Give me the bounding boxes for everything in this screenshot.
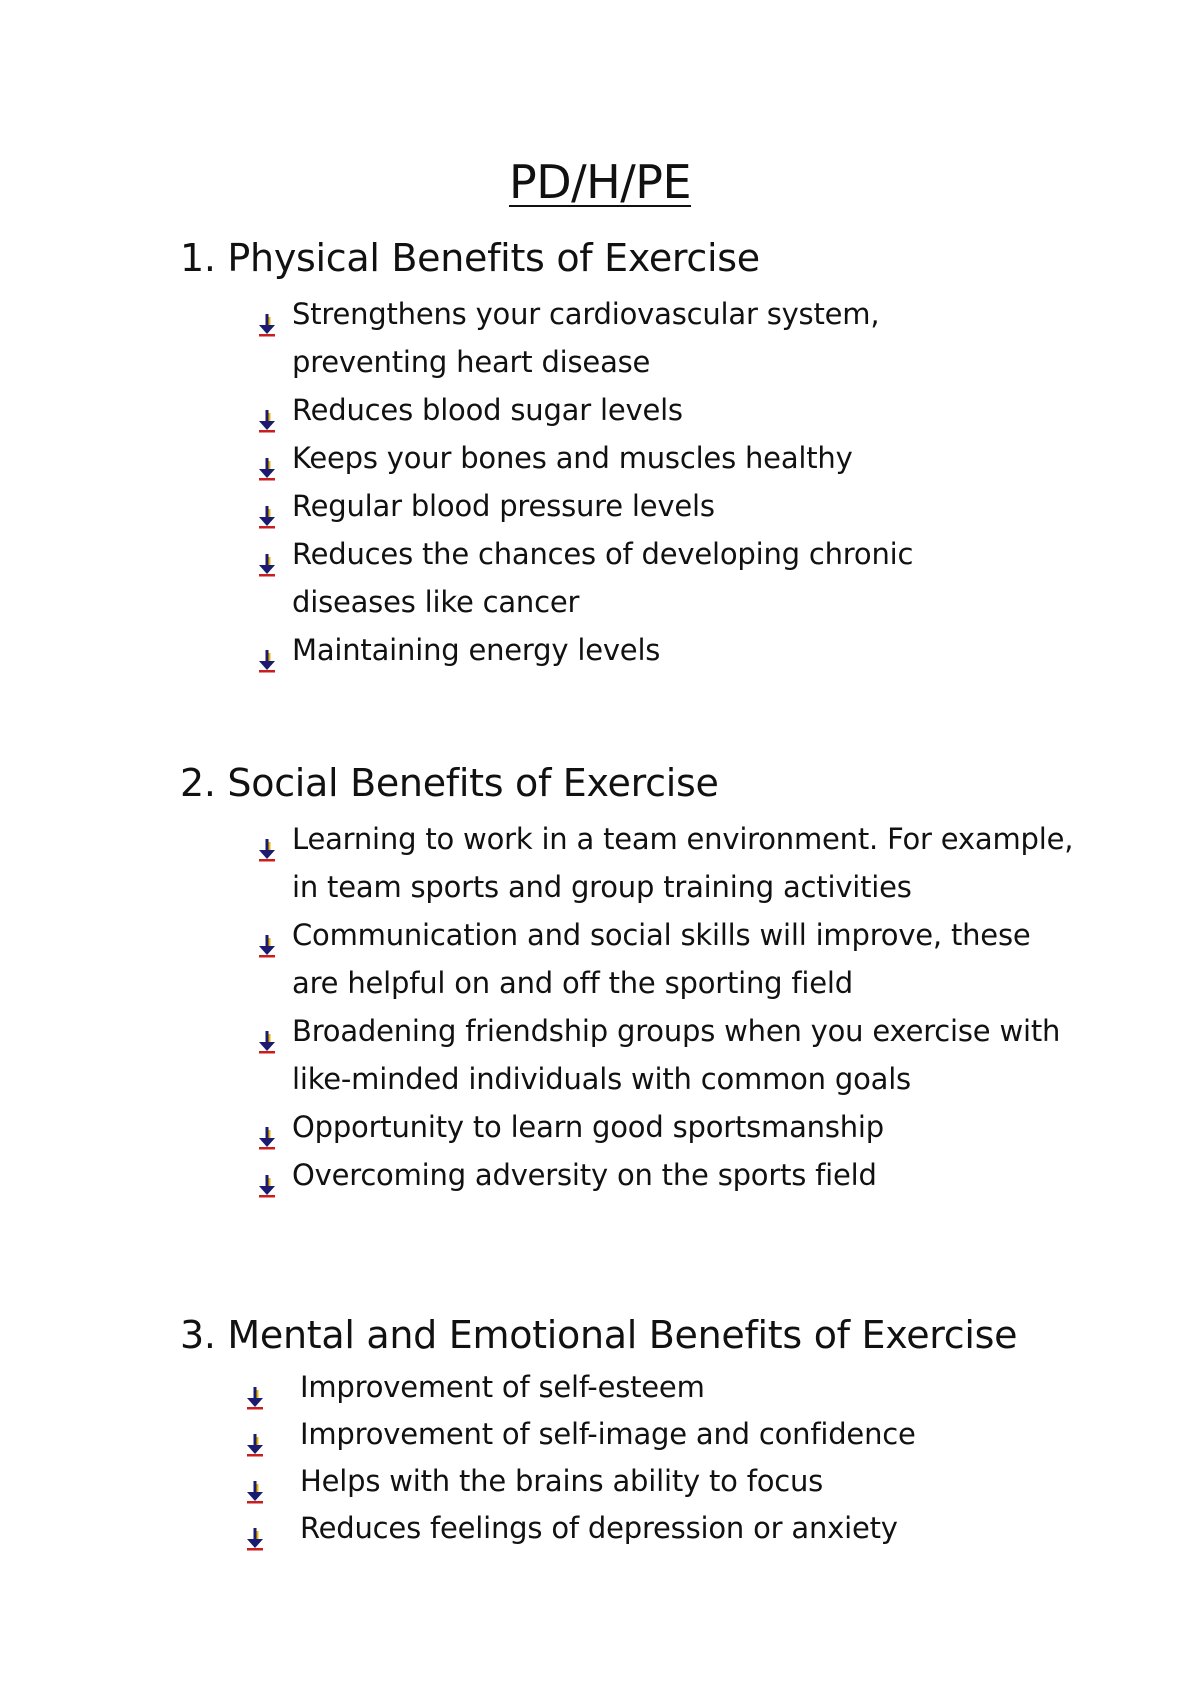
list-item	[180, 1151, 1080, 1199]
down-arrow-bullet-icon	[258, 639, 276, 663]
list-item-text: Overcoming adversity on the sports field	[292, 1158, 877, 1192]
list-item-text: Reduces the chances of developing chronic diseases like cancer	[292, 537, 914, 619]
section-mental-emotional-benefits	[180, 1310, 1140, 1552]
document-title: PD/H/PE	[508, 155, 692, 209]
list-item-text: Strengthens your cardiovascular system, preventing heart disease	[292, 297, 880, 379]
list-item-text: Regular blood pressure levels	[292, 489, 715, 523]
list-item-text: Reduces blood sugar levels	[292, 393, 683, 427]
list-item	[180, 1364, 1080, 1411]
down-arrow-bullet-icon	[258, 303, 276, 327]
list-item-text: Maintaining energy levels	[292, 633, 661, 667]
list-item	[180, 530, 1010, 626]
section-heading: 1. Physical Benefits of Exercise	[180, 236, 760, 280]
down-arrow-bullet-icon	[258, 1116, 276, 1140]
list-item	[180, 290, 1010, 386]
down-arrow-bullet-icon	[258, 543, 276, 567]
down-arrow-bullet-icon	[246, 1377, 264, 1401]
list-item	[180, 1505, 1080, 1552]
down-arrow-bullet-icon	[258, 1164, 276, 1188]
bullet-list	[180, 1364, 1080, 1552]
list-item-text: Improvement of self-image and confidence	[300, 1417, 916, 1451]
section-social-benefits	[180, 758, 1140, 1199]
list-item	[180, 815, 1080, 911]
list-item	[180, 1103, 1080, 1151]
list-item	[180, 911, 1080, 1007]
down-arrow-bullet-icon	[246, 1471, 264, 1495]
list-item	[180, 434, 1010, 482]
section-physical-benefits	[180, 233, 1140, 674]
list-item-text: Communication and social skills will improve, these are helpful on and off the sporting field	[292, 918, 1031, 1000]
down-arrow-bullet-icon	[246, 1424, 264, 1448]
list-item	[180, 1411, 1080, 1458]
list-item-text: Opportunity to learn good sportsmanship	[292, 1110, 884, 1144]
down-arrow-bullet-icon	[258, 924, 276, 948]
down-arrow-bullet-icon	[258, 1020, 276, 1044]
down-arrow-bullet-icon	[258, 447, 276, 471]
list-item-text: Keeps your bones and muscles healthy	[292, 441, 853, 475]
bullet-list	[180, 815, 1080, 1199]
list-item-text: Helps with the brains ability to focus	[300, 1464, 824, 1498]
down-arrow-bullet-icon	[258, 399, 276, 423]
list-item	[180, 626, 1010, 674]
list-item-text: Improvement of self-esteem	[300, 1370, 705, 1404]
list-item	[180, 482, 1010, 530]
list-item-text: Broadening friendship groups when you exercise with like-minded individuals with common goals	[292, 1014, 1061, 1096]
section-heading: 2. Social Benefits of Exercise	[180, 761, 719, 805]
down-arrow-bullet-icon	[246, 1518, 264, 1542]
list-item	[180, 386, 1010, 434]
list-item-text: Reduces feelings of depression or anxiety	[300, 1511, 898, 1545]
bullet-list	[180, 290, 1010, 674]
down-arrow-bullet-icon	[258, 495, 276, 519]
down-arrow-bullet-icon	[258, 828, 276, 852]
section-heading: 3. Mental and Emotional Benefits of Exercise	[180, 1313, 1018, 1357]
list-item-text: Learning to work in a team environment. For example, in team sports and group training activities	[292, 822, 1074, 904]
list-item	[180, 1458, 1080, 1505]
list-item	[180, 1007, 1080, 1103]
